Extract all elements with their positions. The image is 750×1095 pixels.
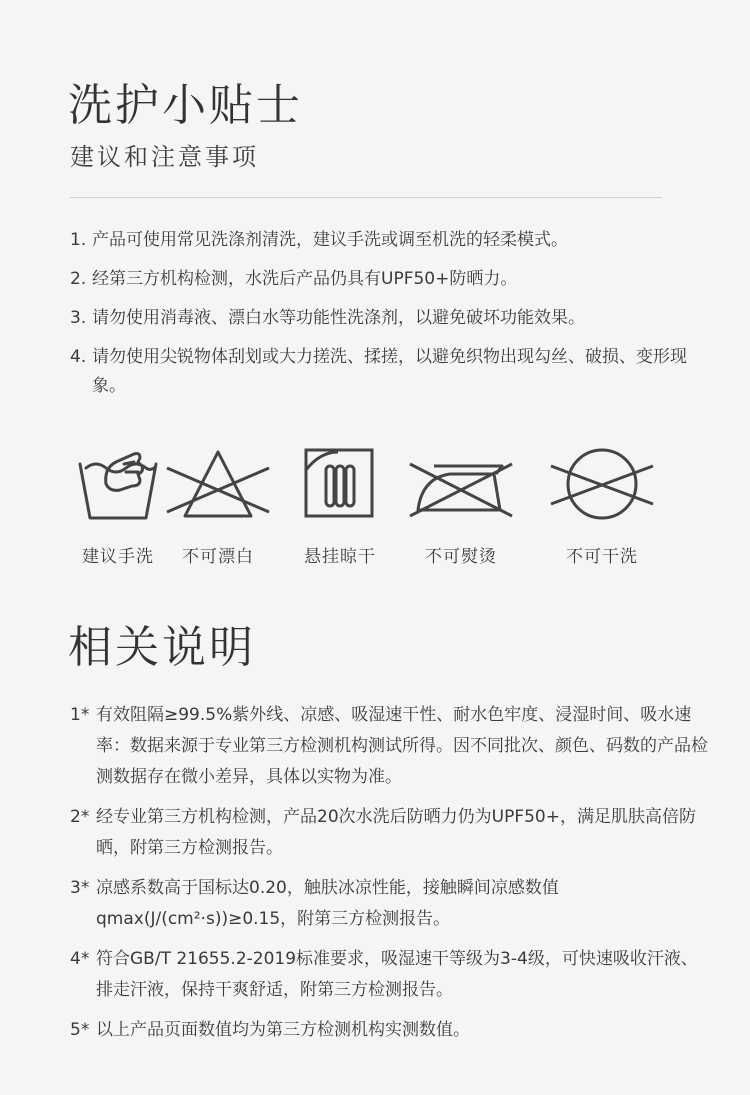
divider (70, 197, 662, 198)
care-tip-number: 4. (70, 347, 87, 367)
care-icon-no-iron (401, 444, 521, 567)
note-item (70, 802, 710, 864)
care-tip-text: 请勿使用消毒液、漂白水等功能性洗涤剂，以避免破坏功能效果。 (92, 308, 585, 328)
page-title: 洗护小贴士 (68, 80, 303, 131)
care-tip-text: 经第三方机构检测，水洗后产品仍具有UPF50+防晒力。 (92, 269, 518, 289)
care-icon-label: 建议手洗 (82, 547, 154, 567)
care-tip-text: 请勿使用尖锐物体刮划或大力搓洗、揉搓，以避免织物出现勾丝、破损、变形现象。 (92, 347, 687, 396)
note-item (70, 700, 710, 793)
note-item (70, 944, 710, 1006)
care-tip-text: 产品可使用常见洗涤剂清洗，建议手洗或调至机洗的轻柔模式。 (92, 230, 568, 250)
care-tip (70, 265, 710, 294)
note-mark: 4* (70, 949, 90, 969)
note-mark: 1* (70, 705, 90, 725)
hand-wash-icon (76, 444, 160, 524)
no-iron-icon (406, 444, 516, 524)
note-text: 符合GB/T 21655.2-2019标准要求，吸湿速干等级为3-4级，可快速吸收汗液、排走汗液，保持干爽舒适，附第三方检测报告。 (96, 949, 698, 1000)
care-icon-label: 悬挂晾干 (304, 547, 376, 567)
note-text: 经专业第三方机构检测，产品20次水洗后防晒力仍为UPF50+，满足肌肤高倍防晒，附第三方检测报告。 (96, 807, 696, 858)
notes-list (70, 700, 710, 1055)
note-text: 有效阻隔≥99.5%紫外线、凉感、吸湿速干性、耐水色牢度、浸湿时间、吸水速率：数据来源于专业第三方检测机构测试所得。因不同批次、颜色、码数的产品检测数据存在微小差异，具体以实物为准。 (96, 705, 708, 787)
care-icons-row (60, 444, 700, 574)
care-tip-number: 3. (70, 308, 87, 328)
care-tip (70, 343, 710, 401)
note-mark: 5* (70, 1020, 90, 1040)
note-mark: 3* (70, 878, 90, 898)
no-bleach-icon (163, 444, 273, 524)
note-text: 以上产品页面数值均为第三方检测机构实测数值。 (96, 1020, 470, 1040)
notes-title: 相关说明 (68, 622, 256, 673)
care-tips-list (70, 226, 710, 411)
page-subtitle: 建议和注意事项 (70, 143, 259, 171)
hang-dry-icon (298, 444, 382, 524)
no-dry-clean-icon (547, 444, 657, 524)
care-icon-label: 不可干洗 (566, 547, 638, 567)
care-icon-label: 不可漂白 (182, 547, 254, 567)
care-tip (70, 304, 710, 333)
note-item (70, 873, 710, 935)
care-icon-no-bleach (158, 444, 278, 567)
care-tip-number: 1. (70, 230, 87, 250)
note-mark: 2* (70, 807, 90, 827)
care-tip (70, 226, 710, 255)
care-icon-no-dry-clean (542, 444, 662, 567)
care-tip-number: 2. (70, 269, 87, 289)
care-icon-hang-dry (280, 444, 400, 567)
note-text: 凉感系数高于国标达0.20，触肤冰凉性能，接触瞬间凉感数值qmax(J/(cm²·s))≥0.15，附第三方检测报告。 (96, 878, 559, 929)
note-item (70, 1015, 710, 1046)
care-icon-label: 不可熨烫 (425, 547, 497, 567)
